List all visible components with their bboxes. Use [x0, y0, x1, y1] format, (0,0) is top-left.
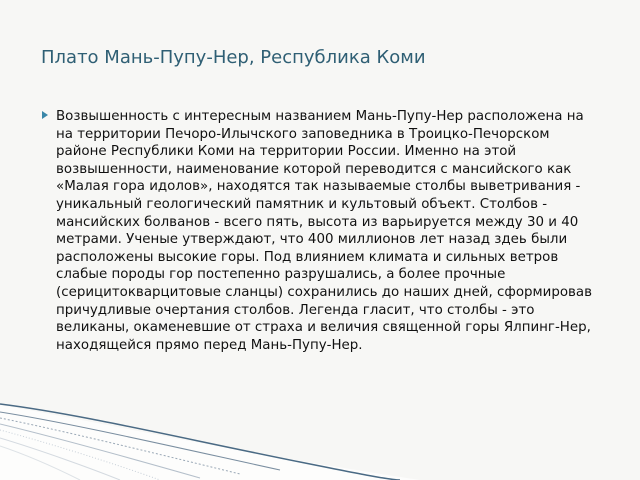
slide-content [42, 108, 602, 354]
bullet-text: Возвышенность с интересным названием Мань-Пупу-Нер расположена на на территории Печоро-Илычского заповедника в Троицко-Печорском районе Республики Коми на территории России. Именно на этой возвышенности, наименование которой переводится с мансийского как «Малая гора идолов», находятся так называемые столбы выветривания - уникальный геологический памятник и культовый объект. Столбов - мансийских болванов - всего пять, высота из варьируется между 30 и 40 метрами. Ученые утверждают, что 400 миллионов лет назад здеь были расположены высокие горы. Под влиянием климата и сильных ветров слабые породы гор постепенно разрушались, а более прочные (серицитокварцитовые сланцы) сохранились до наших дней, сформировав причудливые очертания столбов. Легенда гласит, что столбы - это великаны, окаменевшие от страха и величия священной горы Ялпинг-Нер, находящейся прямо перед Мань-Пупу-Нер. [56, 109, 593, 353]
slide-title: Плато Мань-Пупу-Нер, Республика Коми [41, 47, 426, 68]
bullet-item [42, 108, 602, 354]
bullet-arrow-icon [42, 111, 48, 119]
